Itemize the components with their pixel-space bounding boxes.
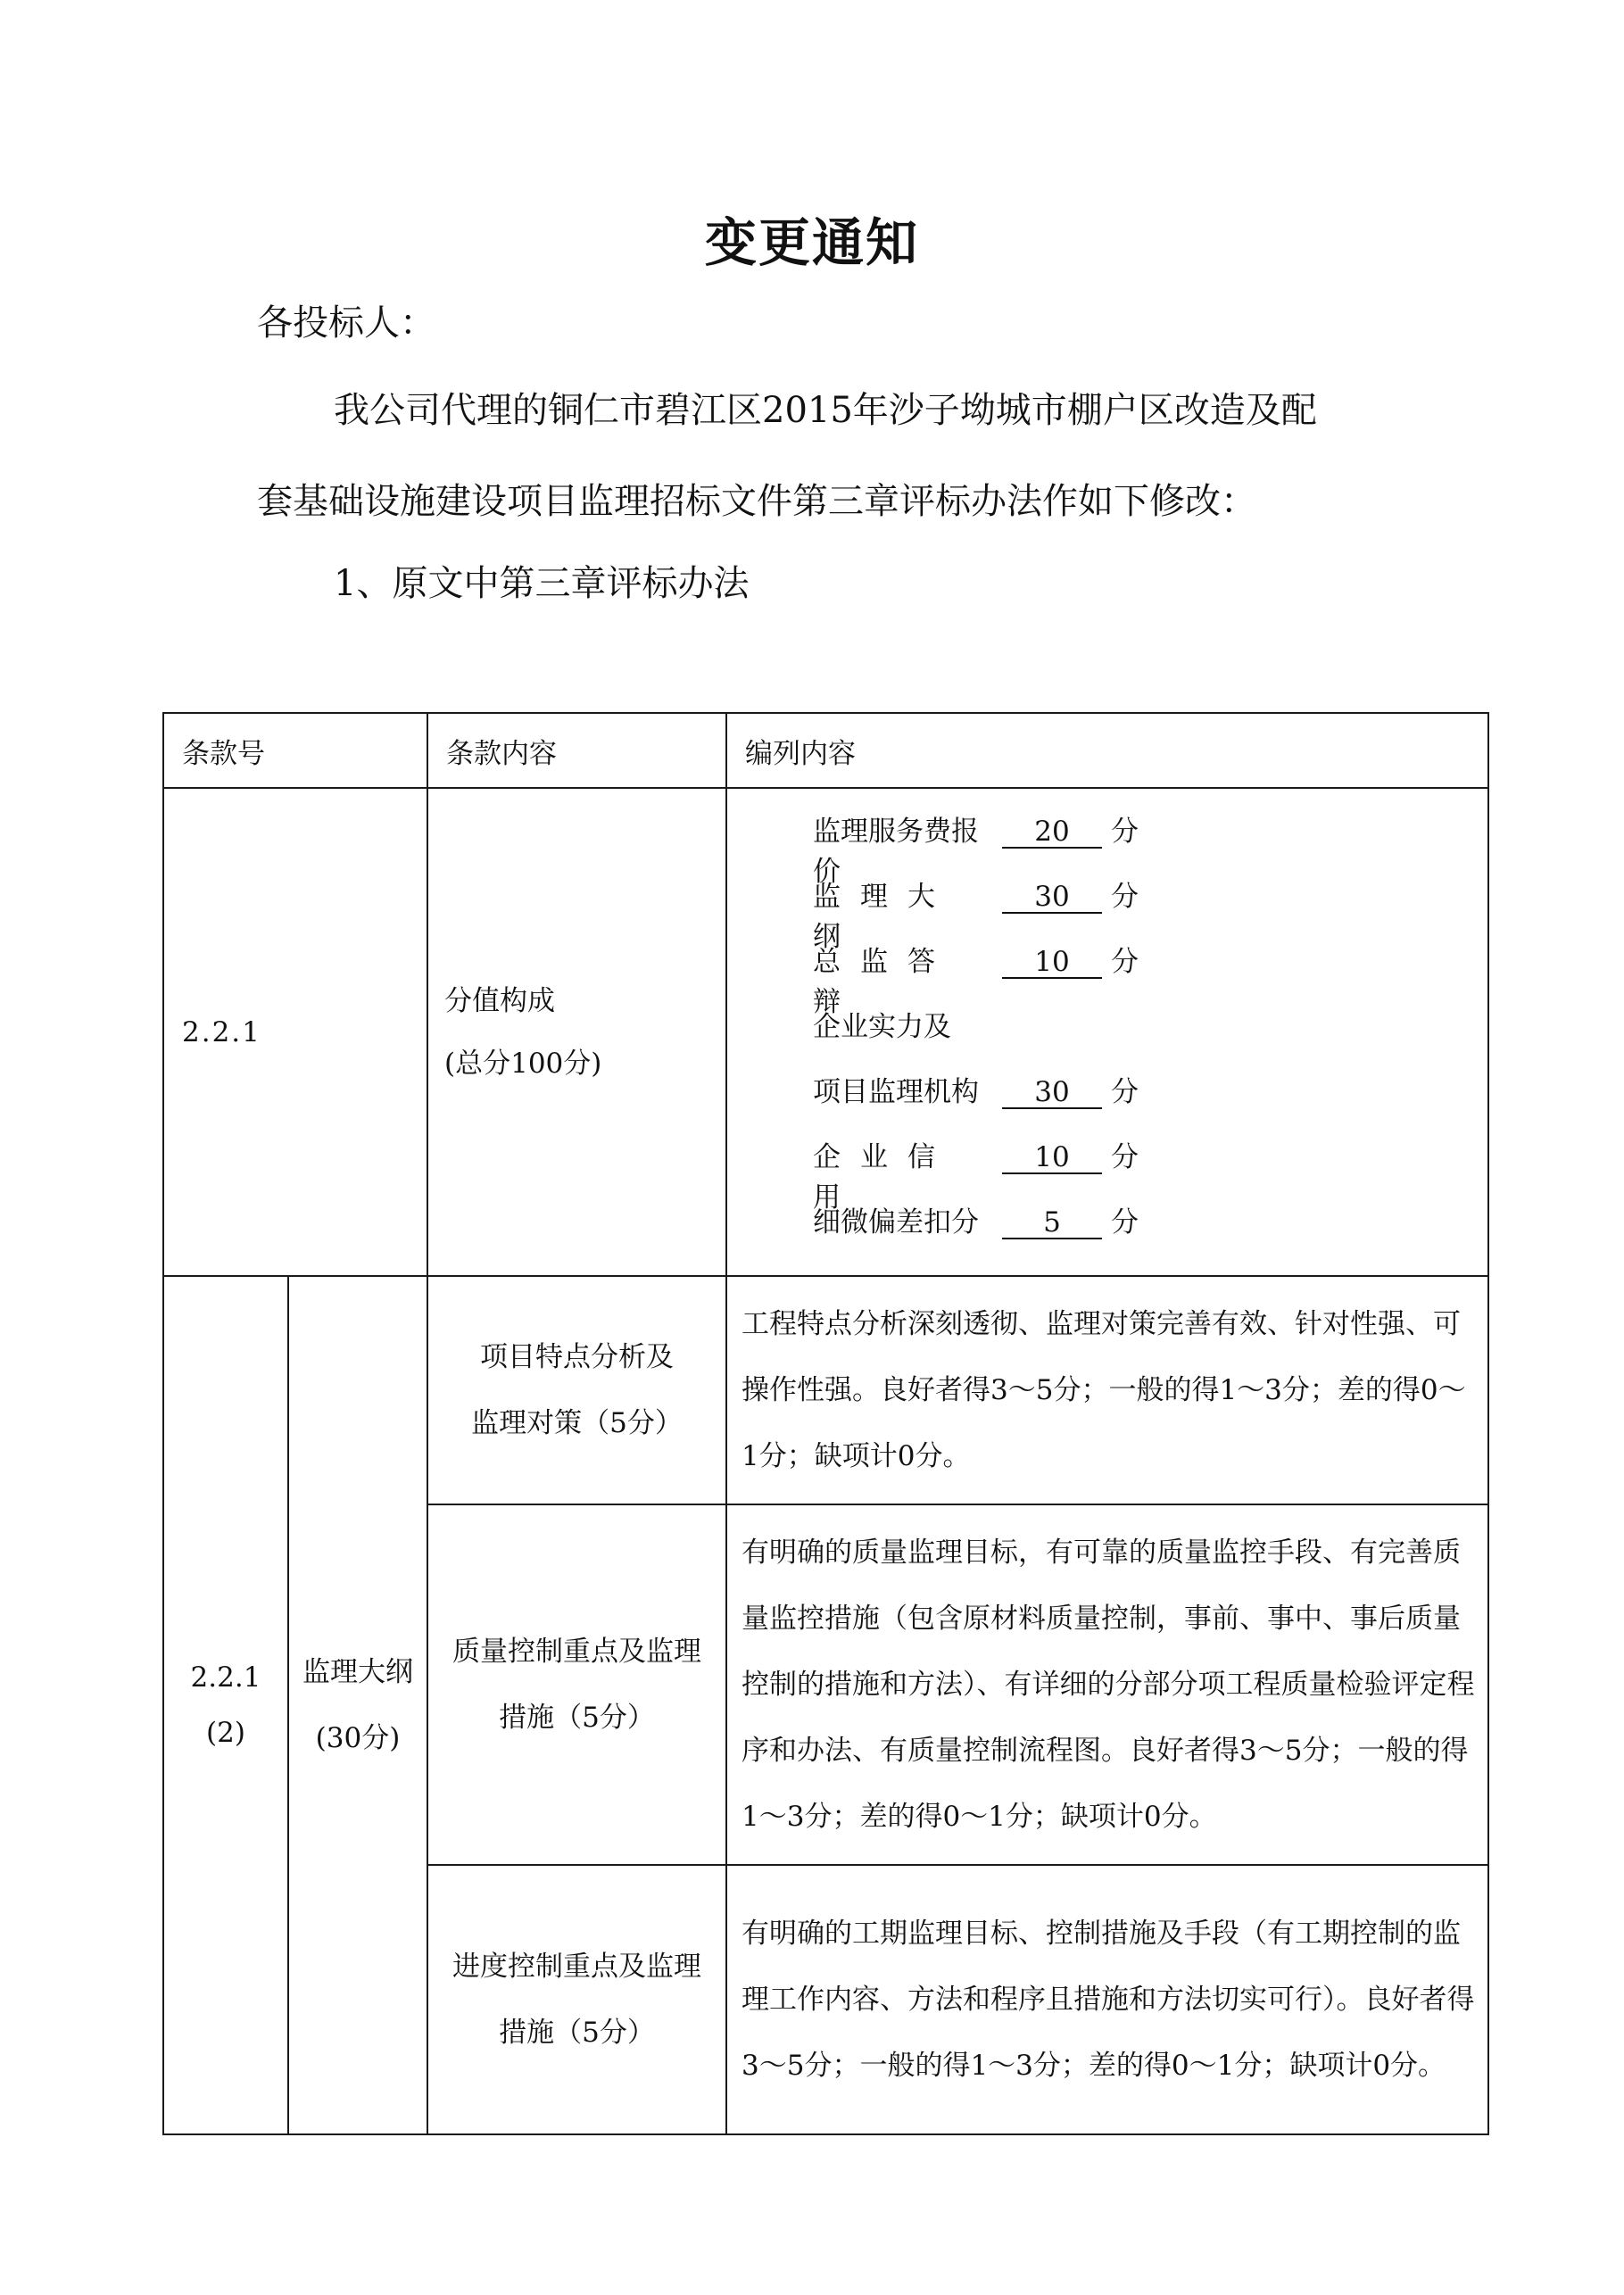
score-unit: 分 <box>1111 881 1139 913</box>
item-name-line-1: 质量控制重点及监理 <box>452 1636 701 1668</box>
item-name-line-1: 进度控制重点及监理 <box>452 1951 701 1983</box>
paragraph-1: 我公司代理的铜仁市碧江区2015年沙子坳城市棚户区改造及配 <box>334 390 1317 431</box>
paragraph-2: 套基础设施建设项目监理招标文件第三章评标办法作如下修改： <box>257 481 1256 522</box>
score-label: 监理服务费报价 <box>813 816 979 888</box>
score-unit: 分 <box>1111 1206 1139 1239</box>
group-label-line-2: (30分) <box>315 1722 401 1754</box>
item-name <box>427 1276 726 1504</box>
header-clause-number: 条款号 <box>163 713 427 788</box>
clause-content-line-2: (总分100分) <box>444 1047 602 1080</box>
score-row <box>813 1069 1487 1134</box>
item-description: 有明确的质量监理目标，有可靠的质量监控手段、有完善质量监控措施（包含原材料质量控制，事前、事中、事后质量控制的措施和方法）、有详细的分部分项工程质量检验评定程序和办法、有质量控制流程图。良好者得3～5分；一般的得1～3分；差的得0～1分；缺项计0分。 <box>726 1504 1488 1865</box>
item-name-line-2: 措施（5分） <box>499 1702 655 1734</box>
score-value: 10 <box>1002 1142 1102 1174</box>
score-label: 细微偏差扣分 <box>813 1206 979 1239</box>
score-value: 30 <box>1002 882 1102 914</box>
score-unit: 分 <box>1111 946 1139 978</box>
paragraph-3: 1、原文中第三章评标办法 <box>334 563 750 604</box>
score-row <box>813 1004 1487 1069</box>
score-row <box>813 1134 1487 1214</box>
score-row <box>813 874 1487 953</box>
item-name-line-1: 项目特点分析及 <box>480 1341 674 1373</box>
score-value: 30 <box>1002 1077 1102 1109</box>
score-label: 总监答辩 <box>813 946 955 1018</box>
item-name <box>427 1865 726 2134</box>
score-unit: 分 <box>1111 1076 1139 1108</box>
item-description: 工程特点分析深刻透彻、监理对策完善有效、针对性强、可操作性强。良好者得3～5分；一般的得1～3分；差的得0～1分；缺项计0分。 <box>726 1276 1488 1504</box>
score-label: 监理大纲 <box>813 881 955 953</box>
clause-code-line-2: (2) <box>206 1717 245 1749</box>
clause-code <box>163 1276 288 2134</box>
score-unit: 分 <box>1111 1141 1139 1173</box>
clause-code: 2.2.1 <box>163 788 427 1276</box>
header-clause-content: 条款内容 <box>427 713 726 788</box>
scoring-table <box>162 712 1489 2135</box>
group-label <box>288 1276 427 2134</box>
item-name <box>427 1504 726 1865</box>
score-row <box>813 1199 1487 1264</box>
score-unit: 分 <box>1111 816 1139 848</box>
score-label: 企业实力及 <box>813 1011 951 1043</box>
salutation: 各投标人： <box>257 302 435 344</box>
score-label: 企业信用 <box>813 1141 955 1214</box>
table-row <box>163 1276 1488 1504</box>
page-title: 变更通知 <box>704 212 919 273</box>
clause-content <box>427 788 726 1276</box>
score-breakdown <box>726 788 1488 1276</box>
score-row <box>813 939 1487 1018</box>
score-row <box>813 808 1487 888</box>
score-label: 项目监理机构 <box>813 1076 979 1108</box>
item-name-line-2: 措施（5分） <box>499 2017 655 2049</box>
item-name-line-2: 监理对策（5分） <box>471 1407 683 1439</box>
score-value: 5 <box>1002 1207 1102 1239</box>
group-label-line-1: 监理大纲 <box>302 1656 413 1688</box>
score-value: 10 <box>1002 947 1102 979</box>
clause-content-line-1: 分值构成 <box>444 984 555 1017</box>
clause-code-line-1: 2.2.1 <box>190 1661 261 1694</box>
header-compiled-content: 编列内容 <box>726 713 1488 788</box>
table-header-row <box>163 713 1488 788</box>
table-row <box>163 788 1488 1276</box>
item-description: 有明确的工期监理目标、控制措施及手段（有工期控制的监理工作内容、方法和程序且措施和方法切实可行）。良好者得3～5分；一般的得1～3分；差的得0～1分；缺项计0分。 <box>726 1865 1488 2134</box>
score-value: 20 <box>1002 816 1102 849</box>
